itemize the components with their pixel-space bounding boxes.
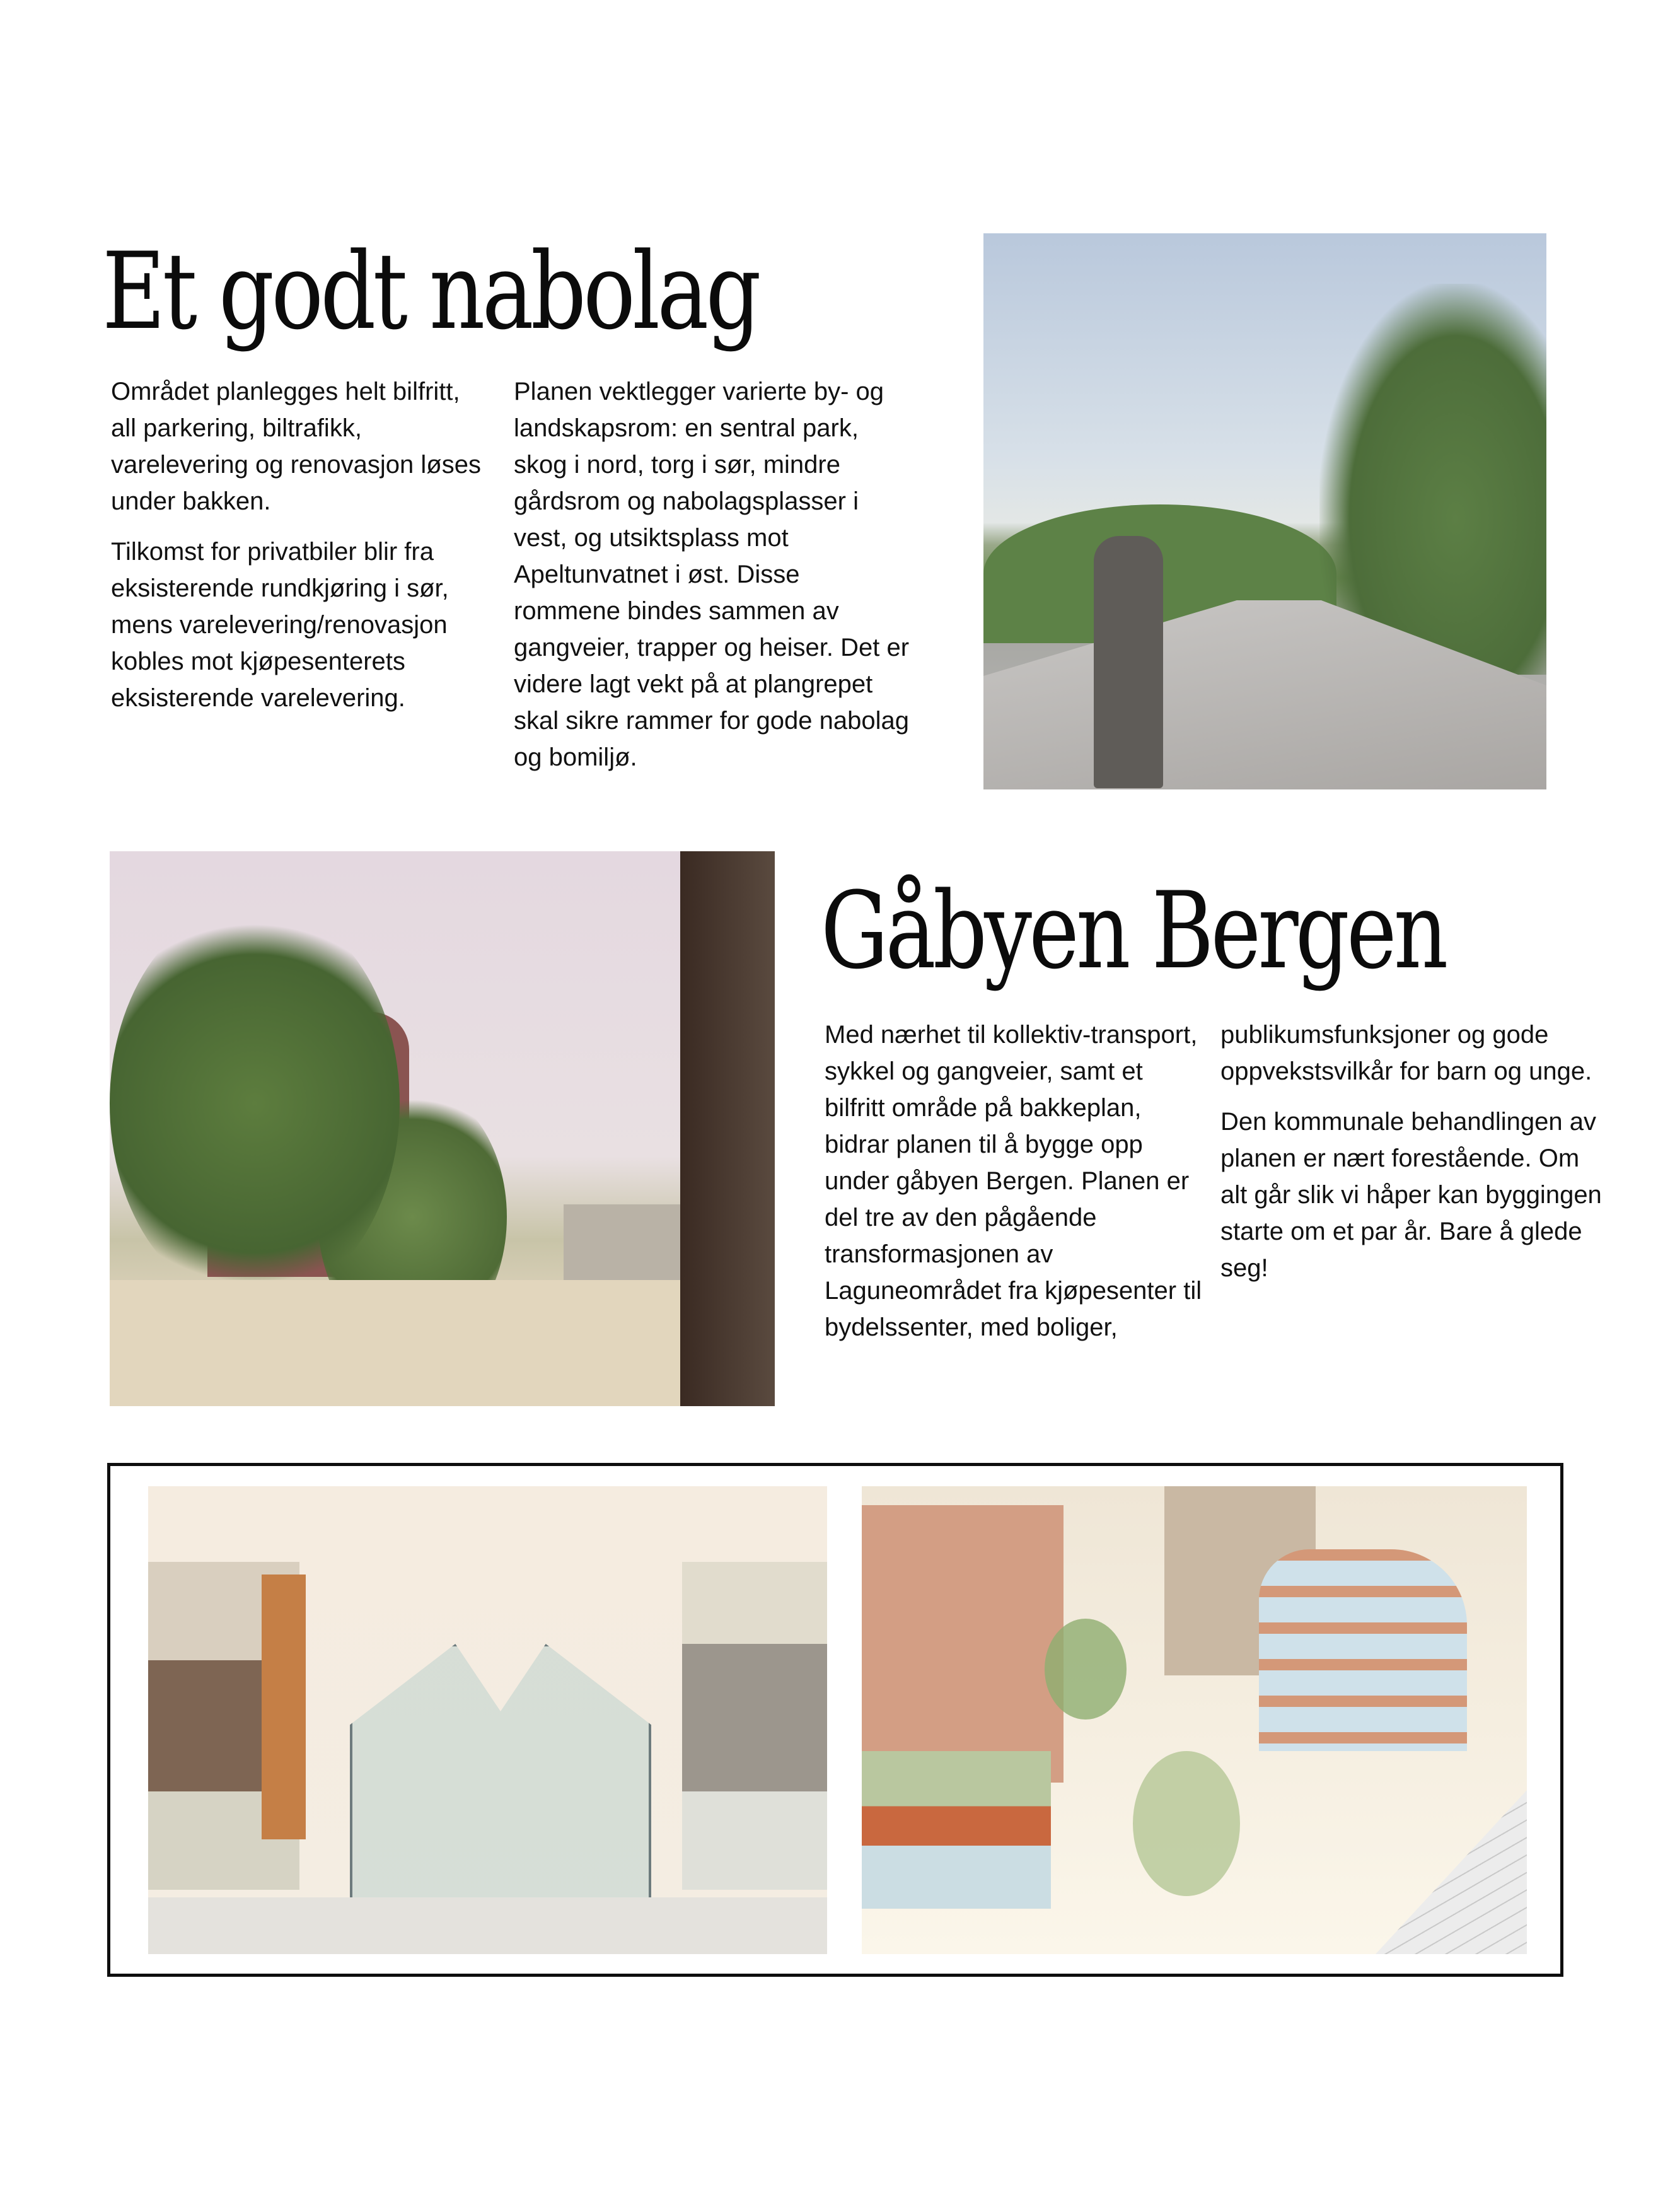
greenhouse-courtyard-sketch	[148, 1486, 827, 1954]
apartment-facade-with-balconies	[680, 851, 775, 1406]
greenhouse	[350, 1644, 651, 1914]
commercial-building	[862, 1751, 1051, 1909]
paragraph: Området planlegges helt bilfritt, all parkering, biltrafikk, varelevering og renovasjon løses under bakken.	[111, 378, 481, 515]
paragraph: Tilkomst for privatbiler blir fra eksisterende rundkjøring i sør, mens varelevering/renovasjon kobles mot kjøpesenterets eksisterende varelevering.	[111, 538, 449, 712]
curved-terraced-building	[1259, 1549, 1467, 1751]
text-column-1	[111, 373, 483, 730]
paragraph: Med nærhet til kollektiv-transport, sykkel og gangveier, samt et bilfritt område på bakkeplan, bidrar planen til å bygge opp under gåbyen Bergen. Planen er del tre av den pågående transformasjonen av Laguneområdet fra kjøpesenter til bydelssenter, med boliger,	[825, 1021, 1202, 1341]
ground	[148, 1897, 827, 1954]
plaza-ground	[110, 1280, 775, 1406]
walkway-render-image	[983, 233, 1546, 789]
section-title-gabyen-bergen: Gåbyen Bergen	[821, 869, 1446, 992]
paragraph: publikumsfunksjoner og gode oppvekstsvilkår for barn og unge.	[1220, 1021, 1592, 1085]
right-building	[682, 1562, 827, 1890]
paragraph: Planen vektlegger varierte by- og landskapsrom: en sentral park, skog i nord, torg i sør, mindre gårdsrom og nabolagsplasser i vest, og utsiktsplass mot Apeltunvatnet i øst. Disse rommene bindes sammen av gangveier, trapper og heiser. Det er videre lagt vekt på at plangrepet skal sikre rammer for gode nabolag og bomiljø.	[514, 378, 910, 771]
text-column-4	[1220, 1016, 1611, 1300]
tree	[110, 902, 400, 1305]
section-title-et-godt-nabolag: Et godt nabolag	[102, 230, 758, 353]
road	[1338, 1790, 1527, 1954]
plaza-sketch	[862, 1486, 1527, 1954]
courtyard-render-image	[110, 851, 775, 1406]
text-column-3	[825, 1016, 1209, 1359]
text-column-2	[514, 373, 911, 789]
tree	[1045, 1619, 1127, 1720]
person-walking	[1094, 536, 1163, 788]
left-building-facade	[262, 1575, 306, 1839]
planted-island	[1133, 1751, 1240, 1896]
brick-apartment-building	[862, 1505, 1064, 1783]
paragraph: Den kommunale behandlingen av planen er nært forestående. Om alt går slik vi håper kan byggingen starte om et par år. Bare å glede seg!	[1220, 1108, 1602, 1282]
